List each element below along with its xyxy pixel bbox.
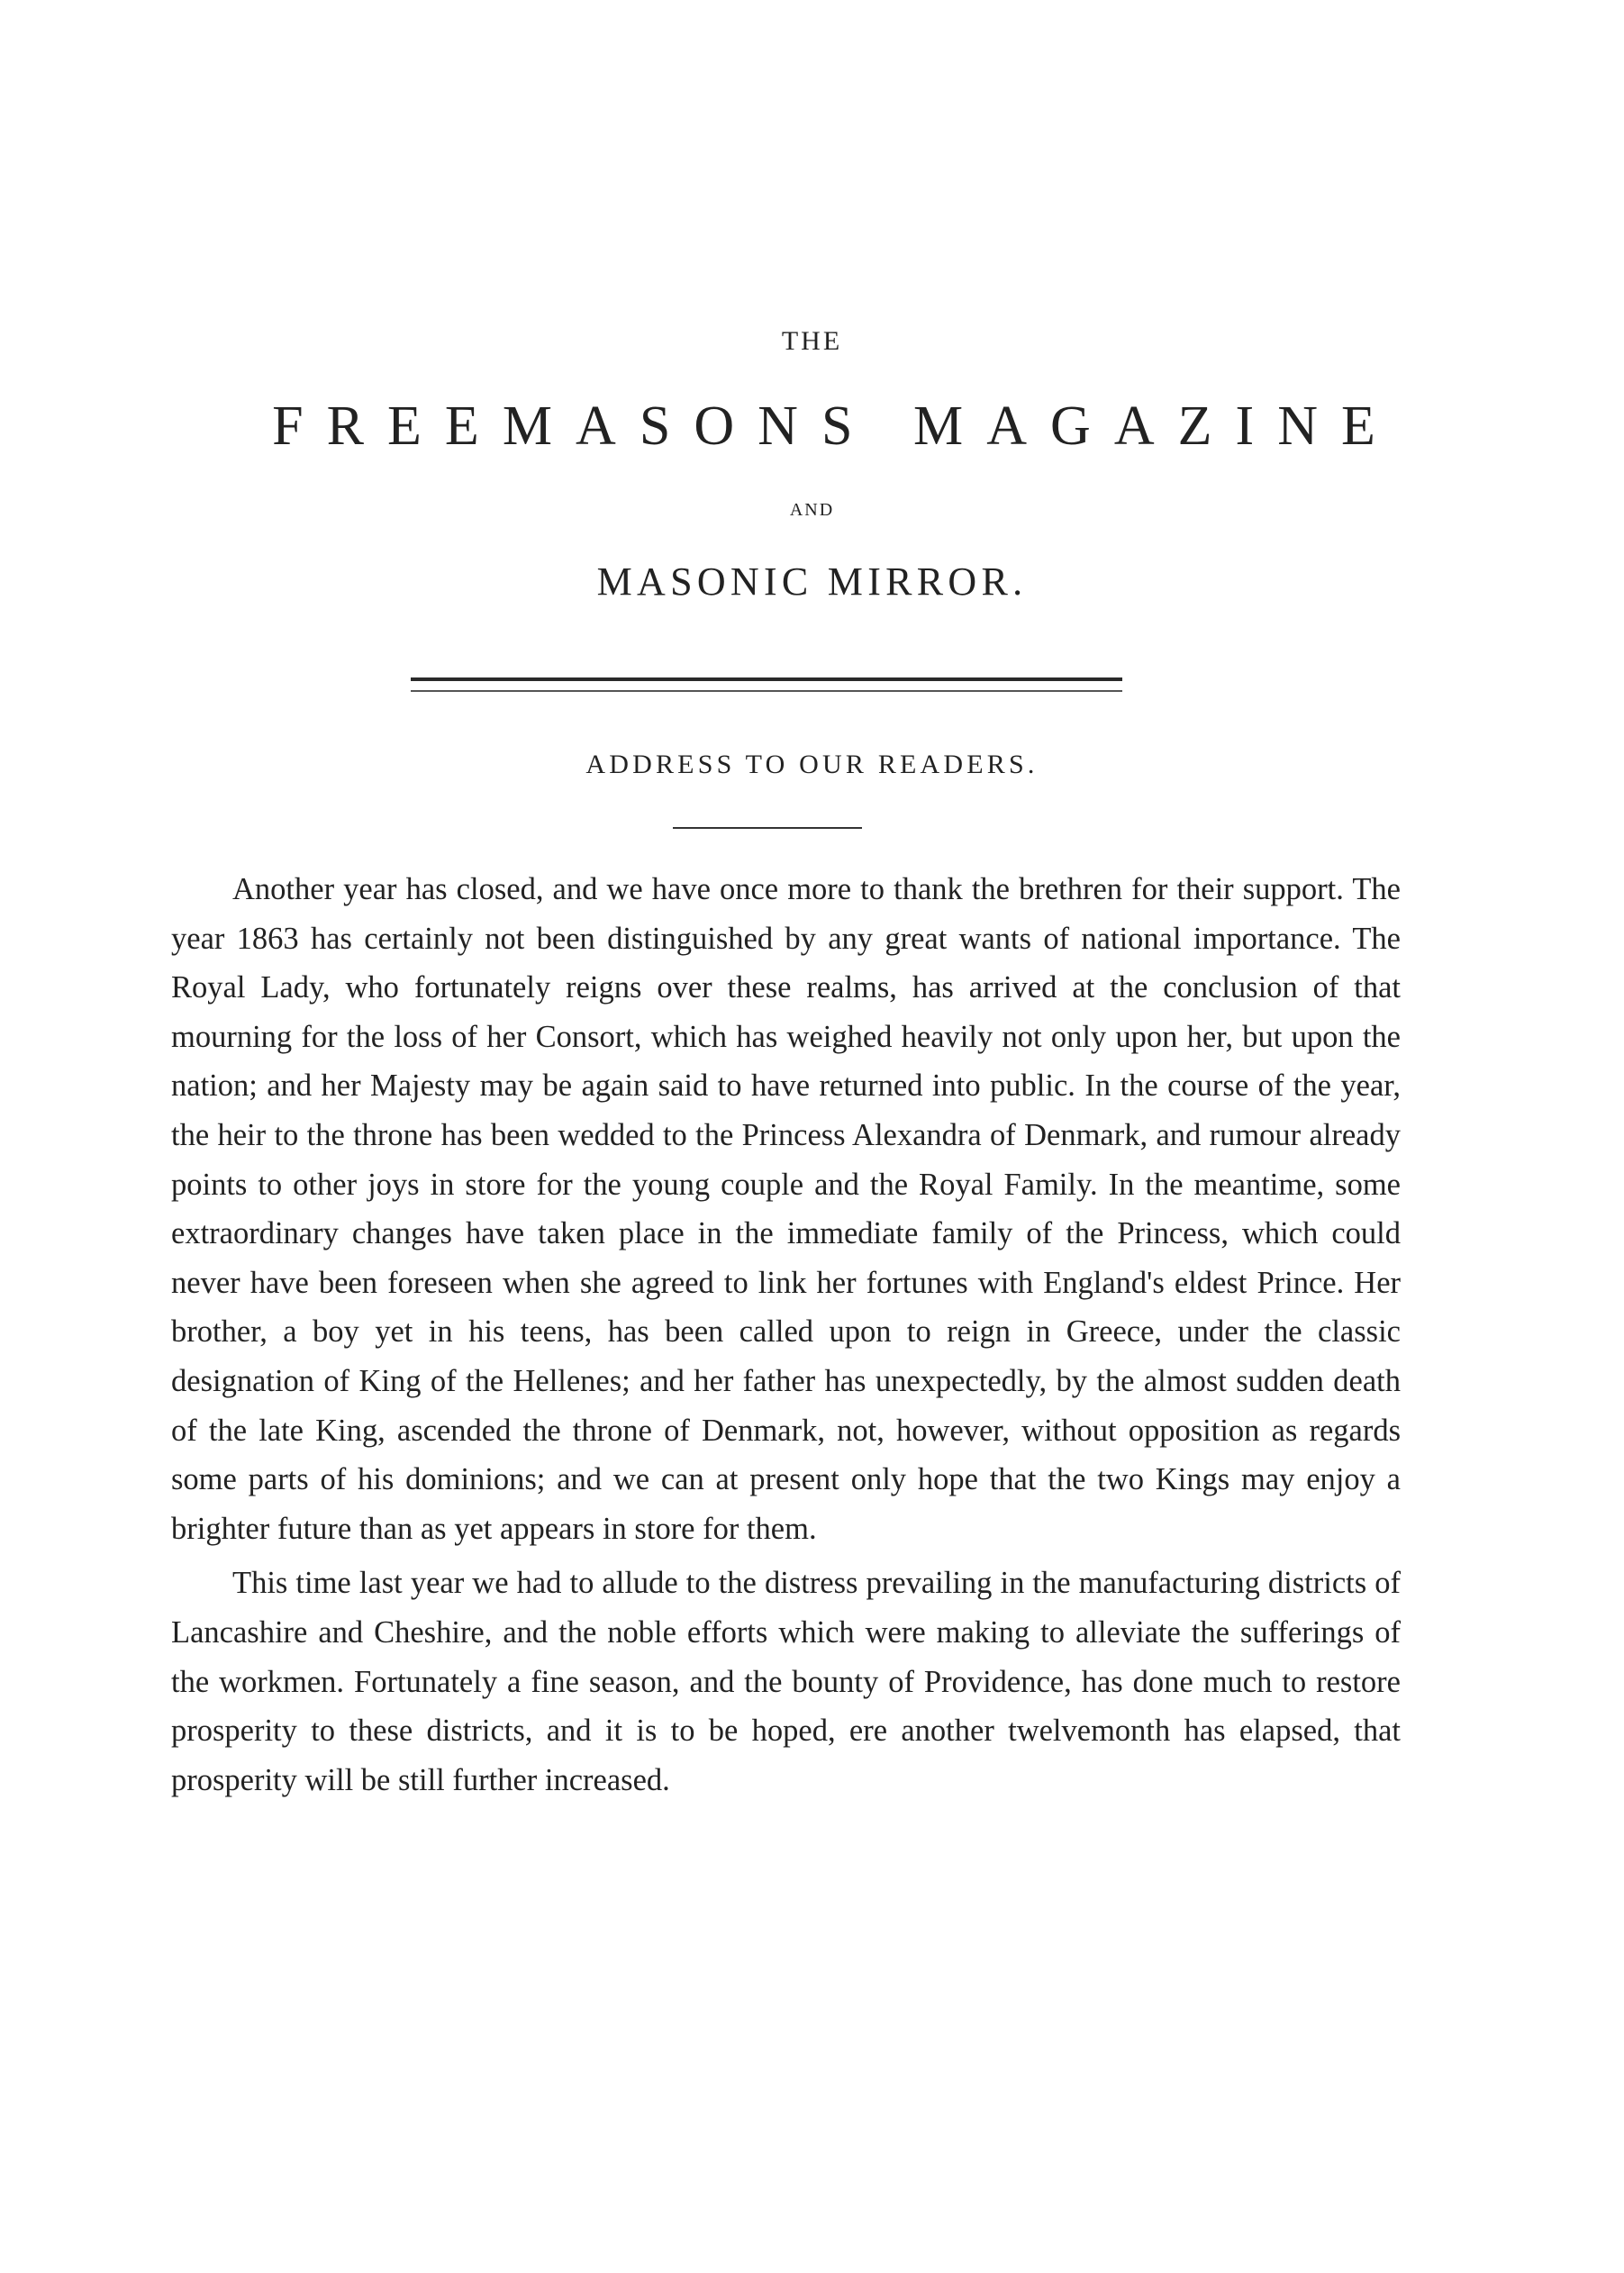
masthead-rule-bottom xyxy=(411,690,1122,692)
article-paragraph-1: Another year has closed, and we have once more to thank the brethren for their support. The year 1863 has certainly not been distinguished by any great wants of national importance. The Royal Lady, who fortunately reigns over these realms, has arrived at the conclusion of that mourning for the loss of her Consort, which has weighed heavily not only upon her, but upon the nation; and her Majesty may be again said to have returned into public. In the course of the year, the heir to the throne has been wedded to the Princess Alexandra of Denmark, and rumour already points to other joys in store for the young couple and the Royal Family. In the meantime, some extraordinary changes have taken place in the immediate family of the Princess, which could never have been foreseen when she agreed to link her fortunes with England's eldest Prince. Her brother, a boy yet in his teens, has been called upon to reign in Greece, under the classic designation of King of the Hellenes; and her father has unexpectedly, by the almost sudden death of the late King, ascended the throne of Denmark, not, however, without opposition as regards some parts of his dominions; and we can at present only hope that the two Kings may enjoy a brighter future than as yet appears in store for them. xyxy=(171,872,1401,1546)
article-paragraph-2: This time last year we had to allude to the distress prevailing in the manufacturing districts of Lancashire and Cheshire, and the noble efforts which were making to alleviate the sufferings of the workmen. Fortunately a fine season, and the bounty of Providence, has done much to restore prosperity to these districts, and it is to be hoped, ere another twelvemonth has elapsed, that prosperity will be still further increased. xyxy=(171,1566,1401,1797)
masthead-title: FREEMASONS MAGAZINE xyxy=(272,396,1399,457)
masthead-conjunction: AND xyxy=(789,500,835,520)
masthead-rule-top xyxy=(411,677,1122,681)
masthead-pre-title: THE xyxy=(781,326,843,356)
heading-rule xyxy=(673,827,862,829)
masthead-subtitle: MASONIC MIRROR. xyxy=(596,559,1028,604)
article-heading: ADDRESS TO OUR READERS. xyxy=(585,750,1039,779)
article-body xyxy=(171,865,1401,1810)
